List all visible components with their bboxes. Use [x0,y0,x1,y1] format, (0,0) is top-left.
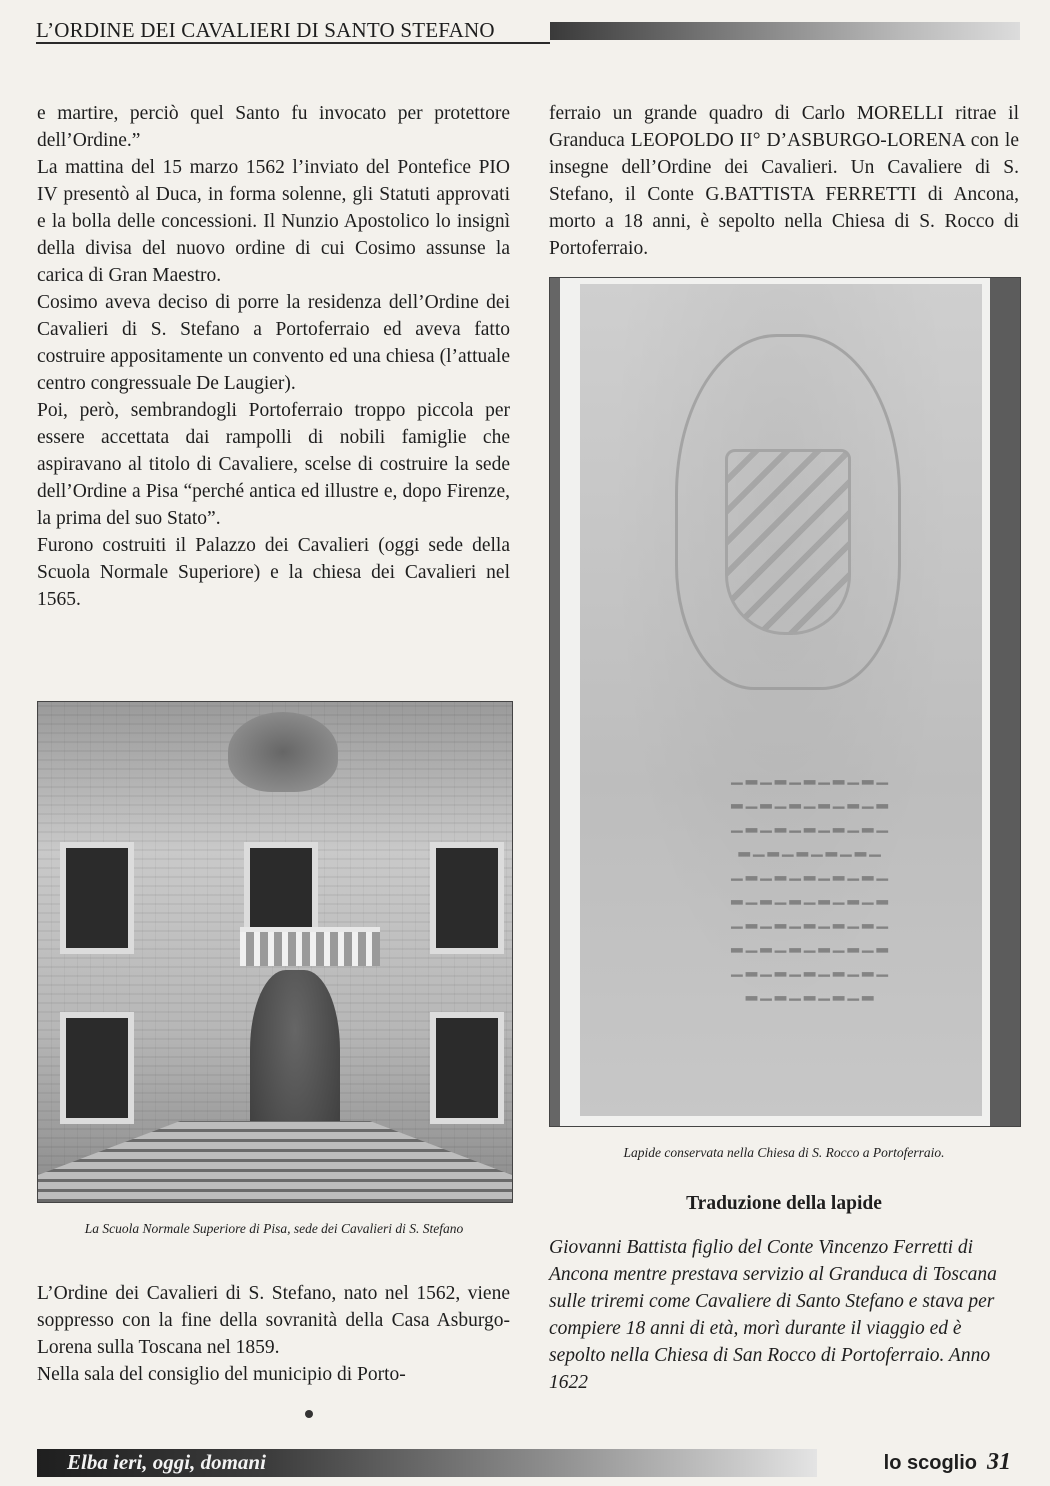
page-footer [37,1449,1019,1479]
right-photo-caption: Lapide conservata nella Chiesa di S. Rocco a Portoferraio. [623,1145,945,1160]
latin-inscription-texture: ▁▂▁▂▁▂▁▂▁▂▁ ▂▁▂▁▂▁▂▁▂▁▂ ▁▂▁▂▁▂▁▂▁▂▁ ▂▁▂▁▂▁▂▁▂▁ ▁▂▁▂▁▂▁▂▁▂▁ ▂▁▂▁▂▁▂▁▂▁▂ ▁▂▁▂▁▂▁▂▁▂▁ ▂▁▂▁▂▁▂▁▂▁▂ ▁▂▁▂▁▂▁▂▁▂▁ ▂▁▂▁▂▁▂▁▂ [731,767,891,1001]
coat-of-arms-shield [725,449,851,635]
facade-window [60,1012,134,1124]
paragraph: e martire, perciò quel Santo fu invocato per protettore dell’Ordine.” [37,103,510,151]
footer-magazine-info [884,1449,1011,1476]
facade-stairs [38,1112,512,1202]
left-photo-caption: La Scuola Normale Superiore di Pisa, sede dei Cavalieri di S. Stefano [84,1221,464,1236]
page-header [30,16,1020,46]
translation-heading: Traduzione della lapide [686,1193,882,1214]
right-column-text [549,100,1019,262]
paragraph: L’Ordine dei Cavalieri di S. Stefano, nato nel 1562, viene soppresso con la fine della sovranità della Casa Asburgo-Lorena sulla Toscana nel 1859. [37,1283,510,1358]
paragraph: Furono costruiti il Palazzo dei Cavalieri (oggi sede della Scuola Normale Superiore) e la chiesa dei Cavalieri nel 1565. [37,535,510,610]
paragraph: Cosimo aveva deciso di porre la residenza dell’Ordine dei Cavalieri di S. Stefano a Portoferraio ed aveva fatto costruire appositamente un convento ed una chiesa (l’attuale centro congressuale De Laugier). [37,292,510,394]
magazine-name: lo scoglio [883,1452,977,1474]
facade-balcony [240,927,380,966]
page-number: 31 [987,1449,1011,1475]
running-title: L’ORDINE DEI CAVALIERI DI SANTO STEFANO [36,18,495,42]
paragraph: ferraio un grande quadro di Carlo MORELLI ritrae il Granduca LEOPOLDO II° D’ASBURGO-LORENA con le insegne dell’Ordine dei Cavalieri. Un Cavaliere di S. Stefano, il Conte G.BATTISTA FERRETTI di Ancona, morto a 18 anni, è sepolto nella Chiesa di S. Rocco di Portoferraio. [549,103,1019,259]
header-rule [36,42,550,44]
palazzo-cavalieri-photo [37,701,513,1203]
facade-window [60,842,134,954]
paragraph: La mattina del 15 marzo 1562 l’inviato del Pontefice PIO IV presentò al Duca, in forma solenne, gli Statuti approvati e la bolla delle concessioni. Il Nunzio Apostolico lo insignì della divisa del nuovo ordine di cui Cosimo assunse la carica di Gran Maestro. [37,157,510,286]
lapide-photo [549,277,1021,1127]
footer-section-title: Elba ieri, oggi, domani [67,1450,266,1474]
header-gradient-bar [550,22,1020,40]
marble-slab [580,284,982,1116]
left-column-bottom-text [37,1280,510,1388]
left-column-text [37,100,510,613]
paragraph: Nella sala del consiglio del municipio di Porto- [37,1364,406,1385]
facade-window [430,1012,504,1124]
translation-text: Giovanni Battista figlio del Conte Vincenzo Ferretti di Ancona mentre prestava servizio al Granduca di Toscana sulle triremi come Cavaliere di Santo Stefano e stava per compiere 18 anni di età, morì durante il viaggio ed è sepolto nella Chiesa di San Rocco di Portoferraio. Anno 1622 [549,1237,997,1393]
facade-window [430,842,504,954]
facade-crest [228,712,338,792]
paragraph: Poi, però, sembrandogli Portoferraio troppo piccola per essere accettata dai rampolli di nobili famiglie che aspiravano al titolo di Cavaliere, scelse di costruire la sede dell’Ordine a Pisa “perché antica ed illustre e, dopo Firenze, la prima del suo Stato”. [37,400,510,529]
stray-mark [305,1410,313,1418]
